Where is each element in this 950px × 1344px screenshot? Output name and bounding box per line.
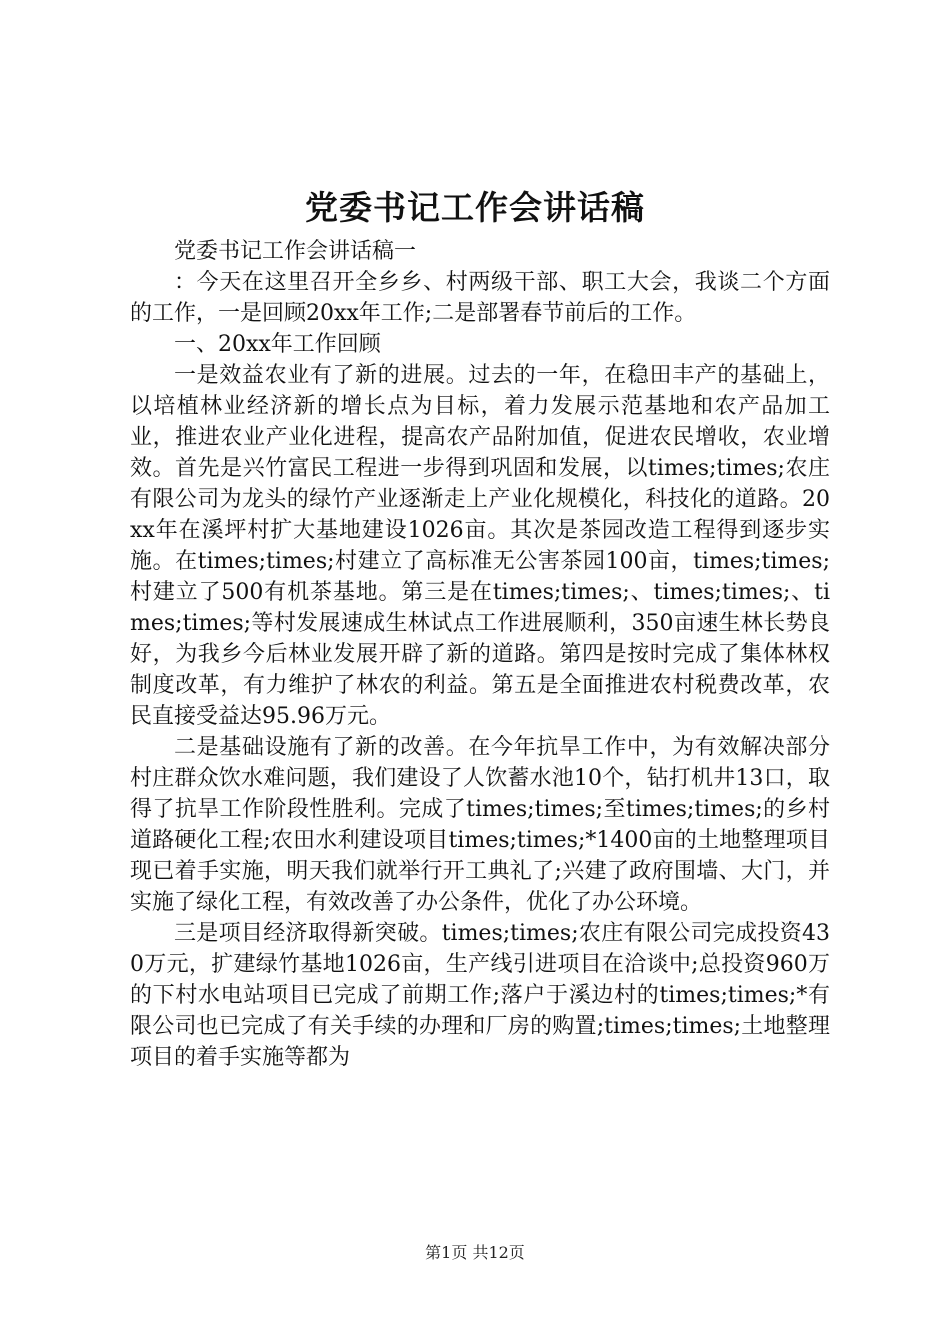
page-number-footer: 第1页 共12页 xyxy=(425,1243,525,1262)
paragraph: ：今天在这里召开全乡乡、村两级干部、职工大会，我谈二个方面的工作，一是回顾20xx年工作;二是部署春节前后的工作。 xyxy=(130,270,830,326)
paragraph: 二是基础设施有了新的改善。在今年抗旱工作中，为有效解决部分村庄群众饮水难问题，我们建设了人饮蓄水池10个，钻打机井13口，取得了抗旱工作阶段性胜利。完成了times;times;至times;times;的乡村道路硬化工程;农田水利建设项目times;times;*1400亩的土地整理项目现已着手实施，明天我们就举行开工典礼了;兴建了政府围墙、大门，并实施了绿化工程，有效改善了办公条件，优化了办公环境。 xyxy=(130,735,830,915)
document-body xyxy=(130,236,830,1073)
paragraph: 一是效益农业有了新的进展。过去的一年，在稳田丰产的基础上，以培植林业经济新的增长点为目标，着力发展示范基地和农产品加工业，推进农业产业化进程，提高农产品附加值，促进农民增收，农业增效。首先是兴竹富民工程进一步得到巩固和发展，以times;times;农庄有限公司为龙头的绿竹产业逐渐走上产业化规模化，科技化的道路。20xx年在溪坪村扩大基地建设1026亩。其次是茶园改造工程得到逐步实施。在times;times;村建立了高标准无公害茶园100亩，times;times;村建立了500有机茶基地。第三是在times;times;、times;times;、times;times;等村发展速成生林试点工作进展顺利，350亩速生林长势良好，为我乡今后林业发展开辟了新的道路。第四是按时完成了集体林权制度改革，有力维护了林农的利益。第五是全面推进农村税费改革，农民直接受益达95.96万元。 xyxy=(130,363,830,729)
paragraph: 党委书记工作会讲话稿一 xyxy=(174,239,417,264)
paragraph: 一、20xx年工作回顾 xyxy=(174,332,381,357)
paragraph: 三是项目经济取得新突破。times;times;农庄有限公司完成投资430万元，扩建绿竹基地1026亩，生产线引进项目在洽谈中;总投资960万的下村水电站项目已完成了前期工作;落户于溪边村的times;times;*有限公司也已完成了有关手续的办理和厂房的购置;times;times;土地整理项目的着手实施等都为 xyxy=(130,921,830,1070)
document-title: 党委书记工作会讲话稿 xyxy=(305,188,645,227)
